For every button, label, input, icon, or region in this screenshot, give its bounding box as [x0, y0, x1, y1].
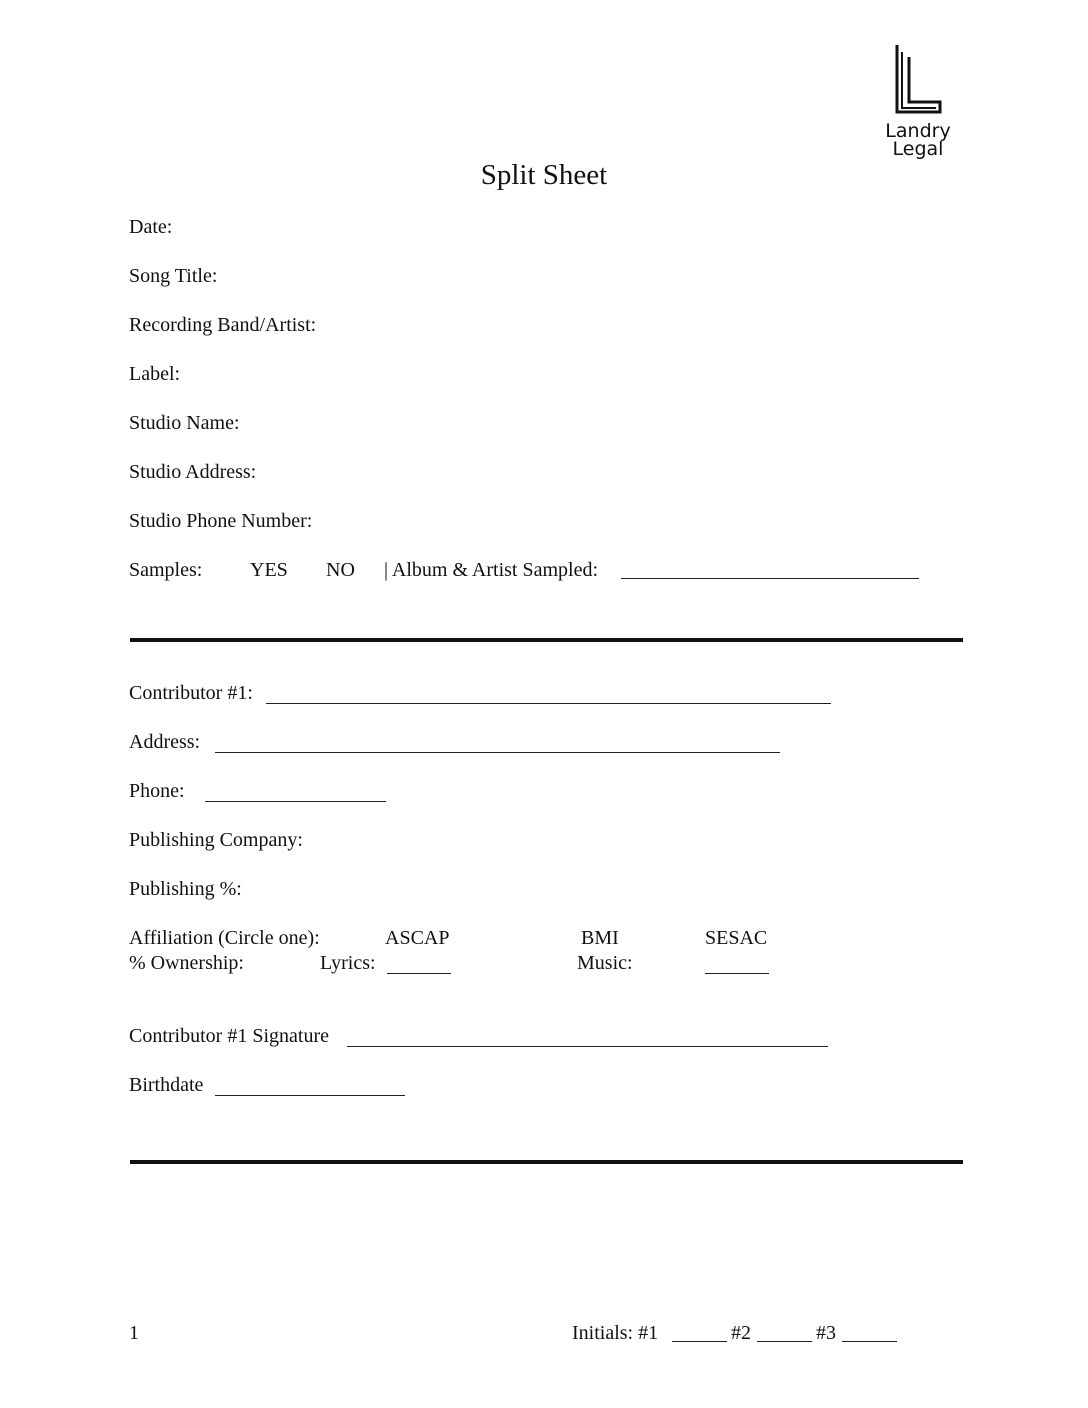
label-label: Label: — [129, 363, 181, 385]
initials-2-label: #2 — [731, 1322, 751, 1344]
logo-text-line2: Legal — [892, 138, 944, 160]
album-artist-sampled-field[interactable] — [621, 560, 919, 579]
studio-name-label: Studio Name: — [129, 412, 240, 434]
phone-label: Phone: — [129, 780, 185, 802]
section-divider — [130, 638, 963, 642]
L-monogram-icon — [880, 40, 956, 120]
phone-field[interactable] — [205, 783, 386, 802]
album-artist-sampled-label: | Album & Artist Sampled: — [384, 559, 599, 581]
signature-label: Contributor #1 Signature — [129, 1025, 329, 1047]
lyrics-percent-field[interactable] — [387, 955, 451, 974]
recording-artist-label: Recording Band/Artist: — [129, 314, 317, 336]
lyrics-label: Lyrics: — [320, 952, 376, 974]
samples-label: Samples: — [129, 559, 203, 581]
publishing-company-label: Publishing Company: — [129, 829, 303, 851]
address-field[interactable] — [215, 734, 780, 753]
studio-phone-label: Studio Phone Number: — [129, 510, 313, 532]
contributor-name-field[interactable] — [266, 685, 831, 704]
signature-field[interactable] — [347, 1028, 828, 1047]
initials-1-field[interactable] — [672, 1323, 727, 1342]
contributor-label: Contributor #1: — [129, 682, 253, 704]
affiliation-option-sesac[interactable]: SESAC — [705, 927, 768, 949]
music-label: Music: — [577, 952, 633, 974]
section-divider — [130, 1160, 963, 1164]
logo — [880, 40, 956, 160]
samples-no-option[interactable]: NO — [326, 559, 355, 581]
page-title: Split Sheet — [480, 159, 608, 191]
initials-3-field[interactable] — [842, 1323, 897, 1342]
affiliation-label: Affiliation (Circle one): — [129, 927, 320, 949]
song-title-label: Song Title: — [129, 265, 218, 287]
logo-text-line1: Landry — [885, 120, 951, 142]
page-number: 1 — [129, 1322, 139, 1344]
initials-2-field[interactable] — [757, 1323, 812, 1342]
publishing-percent-label: Publishing %: — [129, 878, 242, 900]
birthdate-label: Birthdate — [129, 1074, 204, 1096]
date-label: Date: — [129, 216, 173, 238]
affiliation-option-bmi[interactable]: BMI — [581, 927, 619, 949]
affiliation-option-ascap[interactable]: ASCAP — [385, 927, 450, 949]
initials-label: Initials: #1 — [572, 1322, 659, 1344]
birthdate-field[interactable] — [215, 1077, 405, 1096]
address-label: Address: — [129, 731, 201, 753]
initials-3-label: #3 — [816, 1322, 836, 1344]
music-percent-field[interactable] — [705, 955, 769, 974]
ownership-label: % Ownership: — [129, 952, 244, 974]
studio-address-label: Studio Address: — [129, 461, 257, 483]
samples-yes-option[interactable]: YES — [250, 559, 288, 581]
